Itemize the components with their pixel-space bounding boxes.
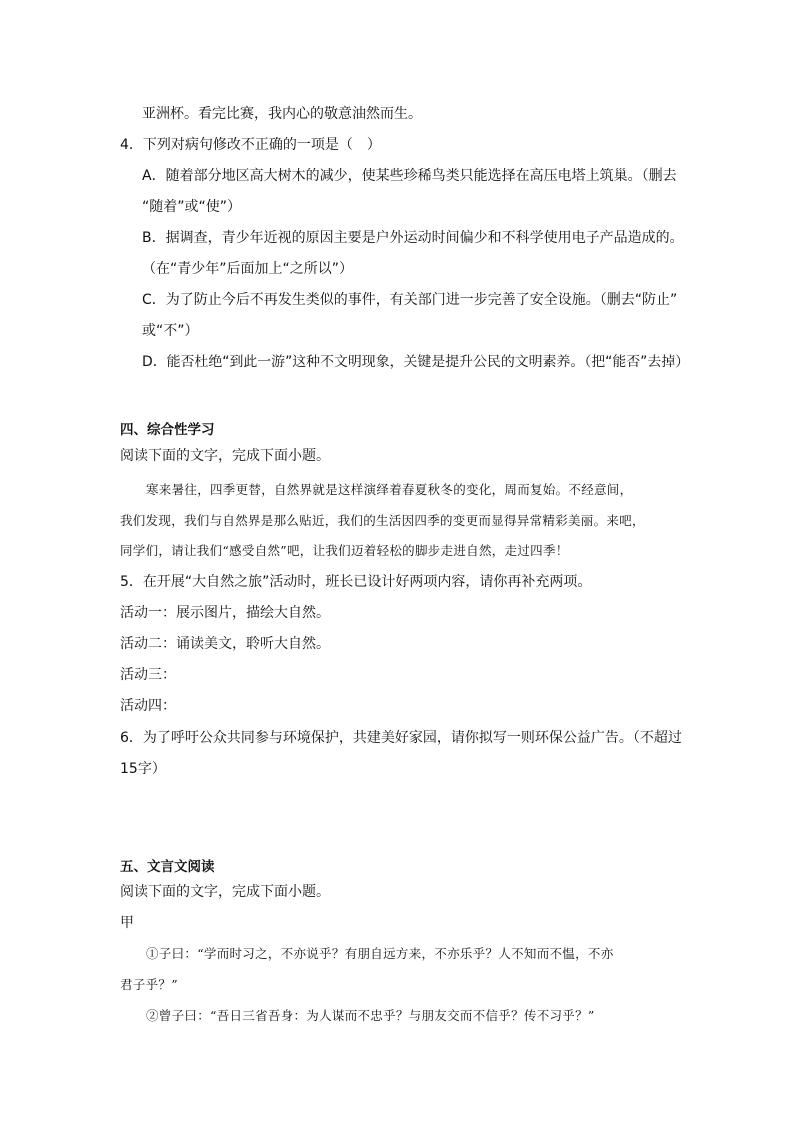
question-4-stem: 4．下列对病句修改不正确的一项是（ ） [120,137,381,153]
section-4-heading: 四、综合性学习 [120,422,215,438]
activity-3: 活动三： [120,667,176,683]
section-4-intro: 阅读下面的文字，完成下面小题。 [120,448,330,464]
option-a-line2: “随着”或“使”） [142,199,242,215]
question-6-line2: 15字） [120,761,166,777]
question-5-stem: 5．在开展“大自然之旅”活动时，班长已设计好两项内容，请你再补充两项。 [120,574,592,590]
section-5-heading: 五、文言文阅读 [120,859,215,875]
passage-line-1: 寒来暑往，四季更替，自然界就是这样演绎着春夏秋冬的变化，周而复始。不经意间， [146,482,633,497]
activity-4: 活动四： [120,698,176,714]
passage-label: 甲 [120,915,134,931]
option-b-line1: B．据调查，青少年近视的原因主要是户外运动时间偏少和不科学使用电子产品造成的。 [142,230,684,246]
passage-line-3: 同学们，请让我们“感受自然”吧，让我们迈着轻松的脚步走进自然，走过四季！ [120,543,569,558]
option-b-line2: （在“青少年”后面加上“之所以”） [142,261,354,277]
option-a-line1: A．随着部分地区高大树木的减少，使某些珍稀鸟类只能选择在高压电塔上筑巢。（删去 [142,168,677,184]
classical-line-1: ①子曰：“学而时习之，不亦说乎？有朋自远方来，不亦乐乎？人不知而不愠，不亦 [146,946,614,961]
option-c-line2: 或“不”） [142,323,199,339]
classical-line-3: ②曾子曰：“吾日三省吾身：为人谋而不忠乎？与朋友交而不信乎？传不习乎？” [146,1008,595,1023]
activity-2: 活动二：诵读美文，聆听大自然。 [120,636,330,652]
activity-1: 活动一：展示图片，描绘大自然。 [120,605,330,621]
option-c-line1: C．为了防止今后不再发生类似的事件，有关部门进一步完善了安全设施。（删去“防止” [142,292,678,308]
question-6-line1: 6．为了呼吁公众共同参与环境保护，共建美好家园，请你拟写一则环保公益广告。（不超过 [120,730,682,746]
classical-line-2: 君子乎？” [120,977,178,992]
option-d-line1: D．能否杜绝“到此一游”这种不文明现象，关键是提升公民的文明素养。（把“能否”去掉） [142,354,690,370]
passage-line-2: 我们发现，我们与自然界是那么贴近，我们的生活因四季的变更而显得异常精彩美丽。来吧， [120,513,645,528]
q3-tail-text: 亚洲杯。看完比赛，我内心的敬意油然而生。 [142,106,422,122]
section-5-intro: 阅读下面的文字，完成下面小题。 [120,884,330,900]
